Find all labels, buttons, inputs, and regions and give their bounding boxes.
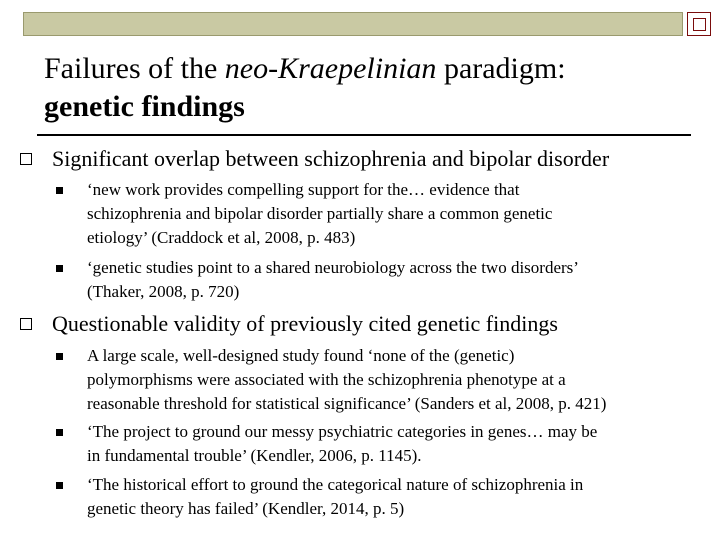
bullet-line: ‘The project to ground our messy psychiatric categories in genes… may be [87,422,598,441]
bullet-line: genetic theory has failed’ (Kendler, 2014, p. 5) [87,499,405,518]
bullet-line: (Thaker, 2008, p. 720) [87,282,240,301]
title-prefix: Failures of the [44,52,225,85]
corner-square-inner-icon [693,18,706,31]
filled-square-bullet-icon [56,353,63,360]
filled-square-bullet-icon [56,265,63,272]
filled-square-bullet-icon [56,482,63,489]
title-italic: neo-Kraepelinian [224,52,437,85]
title-divider [37,134,691,136]
bullet-line: ‘The historical effort to ground the categorical nature of schizophrenia in [87,475,584,494]
title-suffix: paradigm: [436,52,566,85]
title-line-2: genetic findings [44,90,245,123]
bullet-level1-text: Questionable validity of previously cited genetic findings [52,311,558,336]
bullet-line: schizophrenia and bipolar disorder partially share a common genetic [87,204,553,223]
bullet-line: in fundamental trouble’ (Kendler, 2006, p. 1145). [87,446,422,465]
bullet-level1-text: Significant overlap between schizophrenia and bipolar disorder [52,146,610,171]
bullet-level2-text [87,344,702,416]
bullet-level2-text [87,473,702,521]
filled-square-bullet-icon [56,429,63,436]
bullet-level2-text [87,420,702,468]
top-decorative-bar [23,12,683,36]
bullet-line: A large scale, well-designed study found ‘none of the (genetic) [87,346,515,365]
slide-title [44,50,704,126]
title-line-1 [44,50,704,88]
bullet-level2-text [87,256,702,304]
bullet-line: etiology’ (Craddock et al, 2008, p. 483) [87,228,356,247]
hollow-square-bullet-icon [20,153,32,165]
bullet-line: ‘new work provides compelling support for the… evidence that [87,180,520,199]
bullet-line: reasonable threshold for statistical significance’ (Sanders et al, 2008, p. 421) [87,394,607,413]
bullet-line: ‘genetic studies point to a shared neurobiology across the two disorders’ [87,258,579,277]
hollow-square-bullet-icon [20,318,32,330]
corner-square-icon [687,12,711,36]
filled-square-bullet-icon [56,187,63,194]
bullet-line: polymorphisms were associated with the schizophrenia phenotype at a [87,370,566,389]
bullet-level2-text [87,178,702,250]
